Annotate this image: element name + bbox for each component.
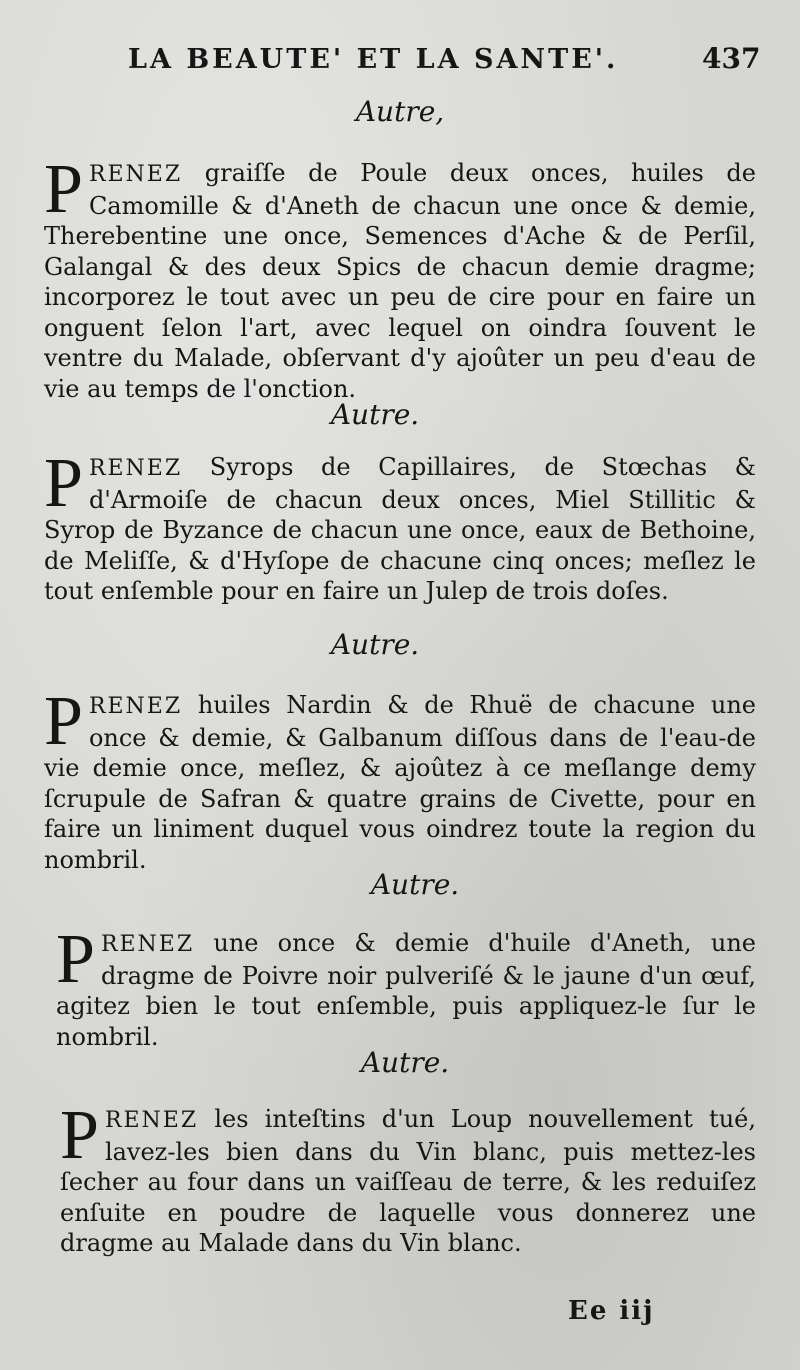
section-heading-3: Autre. [330,628,420,661]
lead-word: RENEZ [88,456,183,481]
lead-word: RENEZ [100,932,195,957]
drop-cap: P [44,445,83,522]
recipe-body: huiles Nardin & de Rhuë de chacune une once & demie, & Galbanum diſſous dans de l'eau-de vie demie once, meſlez, & ajoûtez à ce meſlange demy ſcrupule de Safran & quatre grains de Civette, pour en faire un liniment duquel vous oindrez toute la region du nombril. [44,691,756,874]
recipe-body: les inteſtins d'un Loup nouvellement tué, lavez-les bien dans du Vin blanc, puis mettez-les ſecher au four dans un vaiſſeau de terre, & les reduiſez enſuite en poudre de laquelle vous donnerez une dragme au Malade dans du Vin blanc. [60,1105,756,1257]
lead-word: RENEZ [88,694,183,719]
recipe-body: graiſſe de Poule deux onces, huiles de Camomille & d'Aneth de chacun une once & demie, Therebentine une once, Semences d'Ache & de Perſil, Galangal & des deux Spics de chacun demie dragme; incorporez le tout avec un peu de cire pour en faire un onguent ſelon l'art, avec lequel on oindra ſouvent le ventre du Malade, obſervant d'y ajoûter un peu d'eau de vie au temps de l'onction. [44,159,756,403]
page-number: 437 [702,42,761,75]
recipe-paragraph-2 [44,445,756,607]
section-heading-2: Autre. [330,398,420,431]
signature-mark: Ee iij [568,1296,655,1326]
page-header [0,40,800,90]
section-heading-5: Autre. [360,1046,450,1079]
lead-word: RENEZ [88,162,183,187]
recipe-paragraph-3 [44,683,756,875]
recipe-paragraph-1 [44,151,756,404]
recipe-paragraph-5 [60,1097,756,1259]
section-heading-1: Autre, [355,95,445,128]
running-title: LA BEAUTE' ET LA SANTE'. [128,44,619,75]
drop-cap: P [60,1097,99,1174]
lead-word: RENEZ [104,1108,199,1133]
recipe-body: une once & demie d'huile d'Aneth, une dragme de Poivre noir pulveriſé & le jaune d'un œuf, agitez bien le tout enſemble, puis appliquez-le ſur le nombril. [56,929,756,1051]
drop-cap: P [44,151,83,228]
recipe-paragraph-4 [56,921,756,1052]
drop-cap: P [56,921,95,998]
recipe-body: Syrops de Capillaires, de Stœchas & d'Armoiſe de chacun deux onces, Miel Stillitic & Syrop de Byzance de chacun une once, eaux de Bethoine, de Meliſſe, & d'Hyſope de chacune cinq onces; meſlez le tout enſemble pour en faire un Julep de trois doſes. [44,453,756,605]
drop-cap: P [44,683,83,760]
section-heading-4: Autre. [370,868,460,901]
